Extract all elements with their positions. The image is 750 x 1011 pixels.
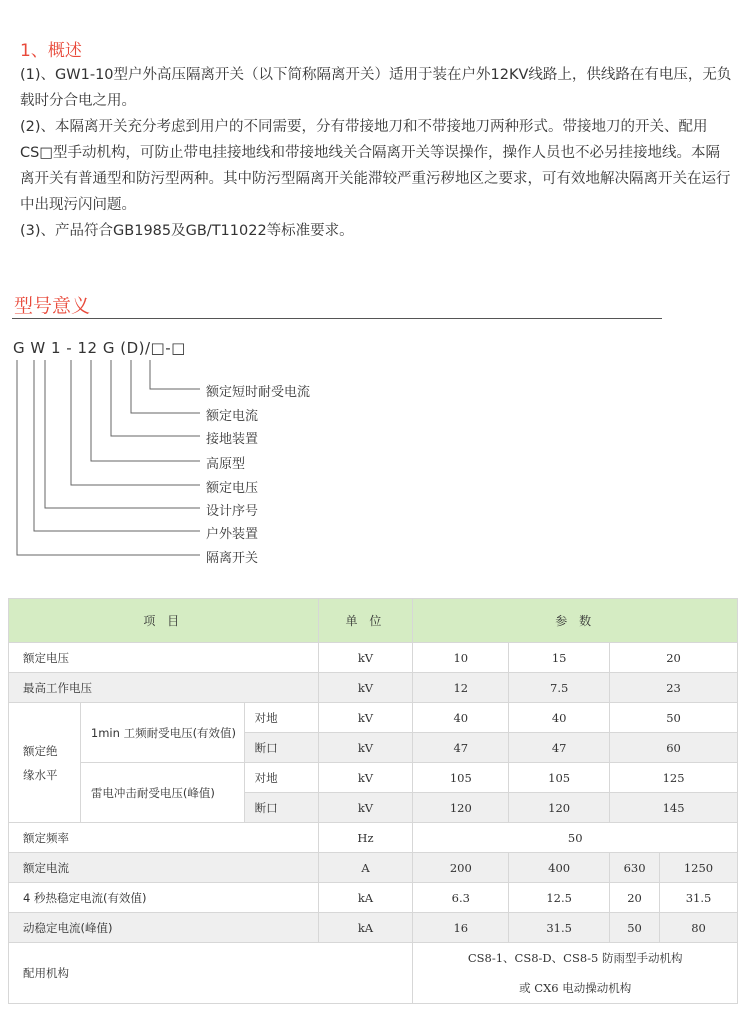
leader-line-2 <box>131 360 200 413</box>
leader-line-4 <box>91 360 200 461</box>
leader-line-1 <box>150 360 200 389</box>
insulation-level-label: 额定绝 缘水平 <box>9 703 81 823</box>
model-meaning-title: 型号意义 <box>14 295 91 317</box>
table-row-lightning-break: 断口 kV 120 120 145 <box>9 793 738 823</box>
table-row-dynamic: 动稳定电流(峰值) kA 16 31.5 50 80 <box>9 913 738 943</box>
lightning-label: 雷电冲击耐受电压(峰值) <box>80 763 244 823</box>
model-label-rated-voltage: 额定电压 <box>206 481 259 496</box>
table-row-mechanism: 配用机构 CS8-1、CS8-D、CS8-5 防雨型手动机构 或 CX6 电动操动机构 <box>9 943 738 1004</box>
table-row-rated-freq: 额定频率 Hz 50 <box>9 823 738 853</box>
table-header-row <box>9 599 738 643</box>
overview-paragraph-1: (1)、GW1-10型户外高压隔离开关（以下简称隔离开关）适用于装在户外12KV线路上，供线路在有电压，无负载时分合电之用。 <box>20 67 732 109</box>
table-row-lightning-ground: 雷电冲击耐受电压(峰值) 对地 kV 105 105 125 <box>9 763 738 793</box>
mechanism-values: CS8-1、CS8-D、CS8-5 防雨型手动机构 或 CX6 电动操动机构 <box>413 943 738 1004</box>
model-diagram <box>0 355 400 570</box>
leader-line-7 <box>34 360 200 531</box>
model-label-design-no: 设计序号 <box>206 504 259 519</box>
model-label-plateau: 高原型 <box>206 457 246 472</box>
table-row-max-voltage: 最高工作电压 kV 12 7.5 23 <box>9 673 738 703</box>
model-code: G W 1 - 12 G (D)/□-□ <box>13 339 186 357</box>
table-row-rated-voltage: 额定电压 kV 10 15 20 <box>9 643 738 673</box>
overview-paragraph-2: (2)、本隔离开关充分考虑到用户的不同需要，分有带接地刀和不带接地刀两种形式。带接地刀的开关、配用CS□型手动机构，可防止带电挂接地线和带接地线关合隔离开关等误操作，操作人员也不必另挂接地线。本隔离开关有普通型和防污型两种。其中防污型隔离开关能滞较严重污秽地区之要求，可有效地解决隔离开关在运行中出现污闪问题。 <box>20 119 731 213</box>
spec-table <box>8 598 738 1004</box>
leader-line-3 <box>111 360 200 436</box>
header-unit: 单 位 <box>318 599 413 643</box>
table-row-thermal: 4 秒热稳定电流(有效值) kA 6.3 12.5 20 31.5 <box>9 883 738 913</box>
model-title-rule <box>12 318 662 319</box>
overview-paragraph-3: (3)、产品符合GB1985及GB/T11022等标准要求。 <box>20 223 354 239</box>
overview-title: 1、概述 <box>20 41 82 61</box>
model-label-outdoor: 户外装置 <box>206 527 259 542</box>
power-freq-label: 1min 工频耐受电压(有效值) <box>80 703 244 763</box>
header-params: 参 数 <box>413 599 738 643</box>
model-label-grounding: 接地装置 <box>206 432 259 447</box>
model-label-rated-current: 额定电流 <box>206 409 259 424</box>
table-row-power-freq-break: 断口 kV 47 47 60 <box>9 733 738 763</box>
model-label-disconnector: 隔离开关 <box>206 551 259 566</box>
table-row-power-freq-ground: 额定绝 缘水平 1min 工频耐受电压(有效值) 对地 kV 40 40 50 <box>9 703 738 733</box>
header-item: 项 目 <box>9 599 319 643</box>
leader-line-6 <box>45 360 200 508</box>
model-label-short-time-current: 额定短时耐受电流 <box>206 385 311 400</box>
leader-line-5 <box>71 360 200 485</box>
model-diagram-lines <box>0 355 400 570</box>
table-row-rated-current: 额定电流 A 200 400 630 1250 <box>9 853 738 883</box>
